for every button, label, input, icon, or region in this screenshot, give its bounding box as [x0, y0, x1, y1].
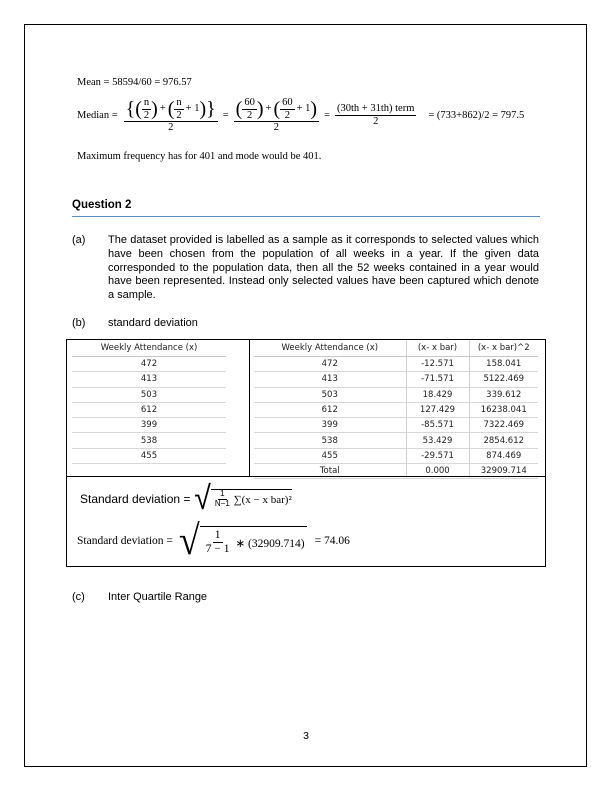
table-row: 413 — [72, 372, 226, 387]
median-result: = (733+862)/2 = 797.5 — [428, 109, 525, 121]
sd-result: = 74.06 — [314, 535, 350, 547]
table-separator — [249, 339, 250, 476]
part-a-text: The dataset provided is labelled as a sample as it corresponds to selected values which have been chosen from the population of all weeks in a year. If the given data corresponded to the population data, then all the 52 weeks contained in a year would have been represented. Instead only selected values have been captured which denote a sample. — [108, 234, 539, 302]
heading-divider — [72, 216, 540, 217]
table-row: 455 — [72, 448, 226, 463]
median-equation: Median = { ( $\frac{n}{2}$ ) + ( $\frac{n}{2}$ + 1 ) } 2 = ( $\frac{60}{2}$ ) + ( $\frac{60}{2}$ + 1 ) 2 = $\frac{\text{(30th + 31th) term}}{2}$ = (733+862)/2 = 797.5 — [77, 97, 525, 134]
table-row: 503 18.429 339.612 — [254, 387, 538, 402]
median-fraction-term: $\frac{\text{(30th + 31th) term}}{2}$ — [337, 103, 415, 127]
right-header-x: Weekly Attendance (x) — [254, 340, 406, 357]
part-a-label: (a) — [72, 234, 86, 246]
table-bottom-rule — [66, 476, 546, 477]
sd-calculation — [77, 517, 350, 565]
left-header: Weekly Attendance (x) — [72, 340, 226, 357]
question-heading: Question 2 — [72, 199, 132, 211]
table-row: 399 -85.571 7322.469 — [254, 418, 538, 433]
median-fraction-sixty: ( $\frac{60}{2}$ ) + ( $\frac{60}{2}$ + 1 ) 2 — [235, 97, 318, 134]
table-row: 612 127.429 16238.041 — [254, 402, 538, 417]
mean-line: Mean = 58594/60 = 976.57 — [77, 77, 192, 88]
right-header-sq: (x- x bar)^2 — [469, 340, 538, 357]
table-row: 472 -12.571 158.041 — [254, 357, 538, 372]
table-total-row: Total 0.000 32909.714 — [254, 464, 538, 479]
table-row: 503 — [72, 387, 226, 402]
part-b-label: (b) — [72, 317, 86, 329]
table-row: 399 — [72, 418, 226, 433]
table-row: 538 53.429 2854.612 — [254, 433, 538, 448]
table-row: 413 -71.571 5122.469 — [254, 372, 538, 387]
sd-formula — [80, 480, 292, 517]
table-row: 472 — [72, 357, 226, 372]
part-c-text: Inter Quartile Range — [108, 591, 208, 603]
median-label: Median = — [77, 109, 118, 121]
sqrt-symbol: √ $\frac{1}{7 - 1}$ ∗ (32909.714) — [178, 517, 305, 565]
table-row: 455 -29.571 874.469 — [254, 448, 538, 463]
sd-calc-label: Standard deviation = — [77, 535, 173, 547]
sqrt-symbol: √ $\frac{1}{N-1}$ ∑(x − x bar)² — [194, 480, 292, 517]
median-fraction-general: { ( $\frac{n}{2}$ ) + ( $\frac{n}{2}$ + 1 ) } 2 — [125, 97, 216, 134]
part-c-label: (c) — [72, 591, 85, 603]
attendance-table-right — [254, 340, 538, 479]
table-row: 538 — [72, 433, 226, 448]
right-header-dev: (x- x bar) — [406, 340, 469, 357]
table-row: 612 — [72, 402, 226, 417]
part-b-text: standard deviation — [108, 317, 198, 329]
attendance-table-left — [72, 340, 226, 464]
mode-line: Maximum frequency has for 401 and mode would be 401. — [77, 151, 322, 162]
sd-formula-label: Standard deviation = — [80, 492, 191, 506]
page-number: 3 — [303, 730, 309, 742]
